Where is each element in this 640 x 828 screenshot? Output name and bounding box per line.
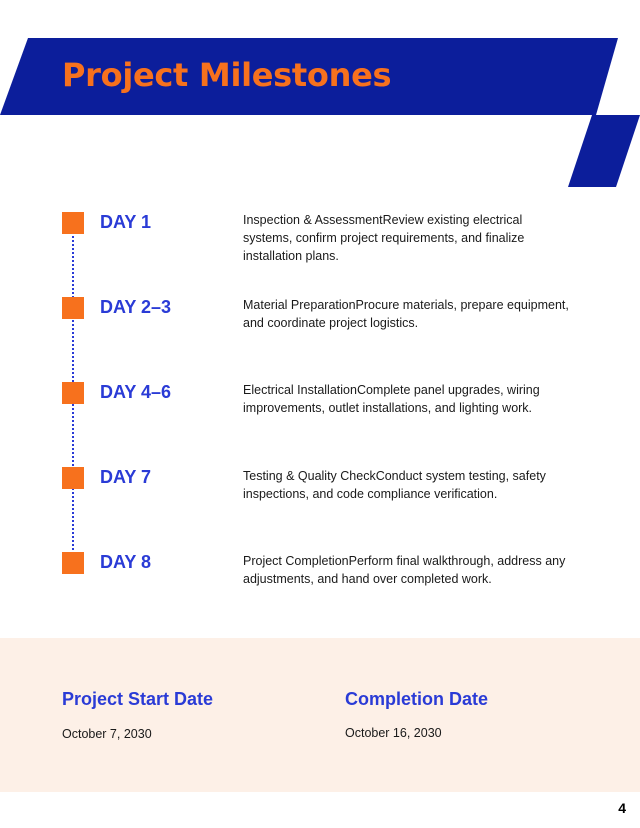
- milestone-day-label: DAY 1: [100, 212, 152, 232]
- completion-date-heading: Completion Date: [345, 689, 489, 709]
- milestone-description: Electrical InstallationComplete panel upgrades, wiring improvements, outlet installations, and lighting work.: [243, 383, 540, 415]
- start-date-value: October 7, 2030: [62, 727, 152, 741]
- milestone-description: Material PreparationProcure materials, prepare equipment, and coordinate project logistics.: [243, 298, 569, 330]
- milestone-description: Inspection & AssessmentReview existing electrical systems, confirm project requirements, and finalize installation plans.: [243, 213, 525, 263]
- milestone-marker: [62, 297, 84, 319]
- milestone-description: Project CompletionPerform final walkthrough, address any adjustments, and hand over completed work.: [243, 554, 566, 586]
- milestone-description: Testing & Quality CheckConduct system testing, safety inspections, and code compliance verification.: [243, 469, 546, 501]
- page-number: 4: [618, 800, 626, 816]
- milestone-day-label: DAY 8: [100, 552, 152, 572]
- milestone-marker: [62, 212, 84, 234]
- milestone-day-label: DAY 4–6: [100, 382, 172, 402]
- completion-date-value: October 16, 2030: [345, 726, 442, 740]
- milestone-day-label: DAY 7: [100, 467, 152, 487]
- page-title: Project Milestones: [62, 56, 392, 94]
- start-date-heading: Project Start Date: [62, 689, 214, 709]
- header-banner-accent: [568, 115, 640, 187]
- footer-panel: [0, 638, 640, 792]
- milestone-marker: [62, 467, 84, 489]
- milestone-day-label: DAY 2–3: [100, 297, 172, 317]
- milestone-marker: [62, 552, 84, 574]
- milestone-marker: [62, 382, 84, 404]
